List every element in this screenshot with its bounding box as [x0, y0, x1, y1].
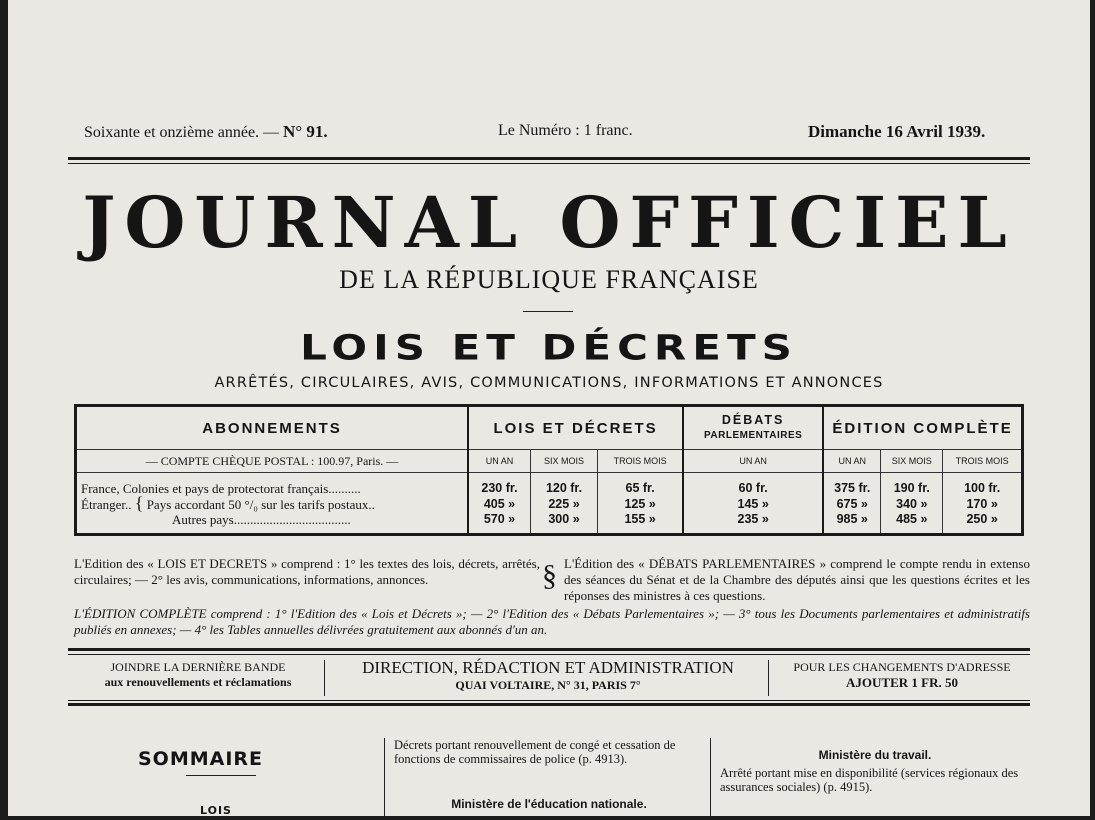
period: SIX MOIS	[881, 450, 943, 473]
group-complete: ÉDITION COMPLÈTE	[823, 406, 1022, 450]
administration-line1: DIRECTION, RÉDACTION ET ADMINISTRATION	[362, 658, 734, 677]
period: TROIS MOIS	[943, 450, 1023, 473]
price-cell: 235 »	[683, 512, 823, 535]
price-cell: 985 »	[823, 512, 881, 535]
price-cell: 570 »	[468, 512, 530, 535]
complete-edition-note: L'ÉDITION COMPLÈTE comprend : 1° l'Edition des « Lois et Décrets »; — 2° l'Edition des « Débats Parlementaires »; — 3° tous les Documents parlementaires et administratifs publiés en annexes; — 4° les Tables annuelles délivrées gratuitement aux abonnés d'un an.	[74, 606, 1030, 637]
group-debats-line1: DÉBATS	[721, 413, 785, 427]
address-change-line2: AJOUTER 1 FR. 50	[846, 675, 958, 690]
year-label	[84, 122, 328, 142]
divider	[384, 738, 385, 816]
price-cell: 125 »	[598, 496, 684, 512]
row-label	[76, 493, 469, 513]
row-label: Autres pays....................................	[172, 512, 351, 527]
price-cell: 225 »	[530, 496, 597, 512]
price-cell: 375 fr.	[823, 473, 881, 497]
divider	[68, 163, 1030, 164]
price-cell: 485 »	[881, 512, 943, 535]
group-debats	[683, 406, 823, 450]
issue-date: Dimanche 16 Avril 1939.	[808, 122, 986, 141]
price-cell: 675 »	[823, 496, 881, 512]
period: UN AN	[468, 450, 530, 473]
issue-price: Le Numéro : 1 franc.	[498, 122, 633, 139]
period: TROIS MOIS	[598, 450, 684, 473]
period: SIX MOIS	[530, 450, 597, 473]
divider	[68, 703, 1030, 706]
price-cell: 300 »	[530, 512, 597, 535]
price-cell: 250 »	[943, 512, 1023, 535]
group-debats-line2: PARLEMENTAIRES	[703, 430, 803, 441]
short-divider	[186, 775, 256, 776]
debats-edition-note: L'Édition des « DÉBATS PARLEMENTAIRES » comprend le compte rendu in extenso des séances du Sénat et de la Chambre des députés ainsi que les questions écrites et les réponses des ministres à ces questions.	[564, 556, 1030, 603]
subscription-header: ABONNEMENTS	[76, 406, 469, 450]
subscription-table	[74, 404, 1024, 536]
price-cell: 120 fr.	[530, 473, 597, 497]
administration-line2: QUAI VOLTAIRE, N° 31, PARIS 7°	[455, 678, 641, 692]
price-cell: 190 fr.	[881, 473, 943, 497]
journal-title: JOURNAL OFFICIEL	[82, 181, 1016, 264]
price-cell: 170 »	[943, 496, 1023, 512]
renewal-line2: aux renouvellements et réclamations	[104, 675, 292, 689]
travail-entry: Arrêté portant mise en disponibilité (services régionaux des assurances sociales) (p. 4915).	[720, 766, 1019, 794]
divider	[324, 660, 325, 696]
row-label: France, Colonies et pays de protectorat français..........	[81, 481, 361, 496]
administration-info	[328, 658, 768, 693]
divider	[768, 660, 769, 696]
foreign-label: Étranger..	[81, 497, 132, 512]
address-change-line1: POUR LES CHANGEMENTS D'ADRESSE	[793, 660, 1011, 674]
divider	[68, 654, 1030, 655]
price-cell: 65 fr.	[598, 473, 684, 497]
divider	[68, 648, 1030, 651]
divider	[68, 700, 1030, 701]
price-cell: 100 fr.	[943, 473, 1023, 497]
section-title: LOIS ET DÉCRETS	[300, 327, 798, 368]
republic-subtitle: DE LA RÉPUBLIQUE FRANÇAISE	[339, 265, 759, 294]
period: UN AN	[823, 450, 881, 473]
travail-heading: Ministère du travail.	[818, 748, 932, 762]
price-cell: 155 »	[598, 512, 684, 535]
price-cell: 60 fr.	[683, 473, 823, 497]
price-cell: 145 »	[683, 496, 823, 512]
education-heading: Ministère de l'éducation nationale.	[451, 797, 647, 811]
row-label-text: Pays accordant 50 °/₀ sur les tarifs postaux..	[146, 497, 375, 512]
section-subtitle: ARRÊTÉS, CIRCULAIRES, AVIS, COMMUNICATIONS, INFORMATIONS ET ANNONCES	[214, 375, 884, 391]
divider	[710, 738, 711, 816]
group-lois: LOIS ET DÉCRETS	[468, 406, 683, 450]
price-cell: 340 »	[881, 496, 943, 512]
price-cell: 230 fr.	[468, 473, 530, 497]
ornament: §	[542, 559, 557, 592]
short-divider	[523, 311, 573, 312]
period: UN AN	[683, 450, 823, 473]
lois-heading: LOIS	[200, 804, 232, 816]
divider	[68, 157, 1030, 160]
renewal-line1: JOINDRE LA DERNIÈRE BANDE	[110, 660, 286, 674]
issue-number: N° 91.	[283, 122, 328, 141]
newspaper-page	[8, 0, 1090, 816]
year-label-text: Soixante et onzième année. —	[84, 124, 280, 141]
price-cell: 405 »	[468, 496, 530, 512]
renewal-info	[70, 660, 326, 690]
sommaire-heading: SOMMAIRE	[138, 748, 264, 770]
lois-edition-note: L'Edition des « LOIS ET DECRETS » comprend : 1° les textes des lois, décrets, arrêtés, circulaires; — 2° les avis, communications, informations, annonces.	[74, 556, 540, 587]
postal-account: — COMPTE CHÈQUE POSTAL : 100.97, Paris. —	[76, 450, 469, 473]
decrets-entry: Décrets portant renouvellement de congé et cessation de fonctions de commissaires de police (p. 4913).	[394, 738, 676, 766]
brace: {	[134, 493, 144, 513]
address-change-info	[774, 660, 1030, 691]
